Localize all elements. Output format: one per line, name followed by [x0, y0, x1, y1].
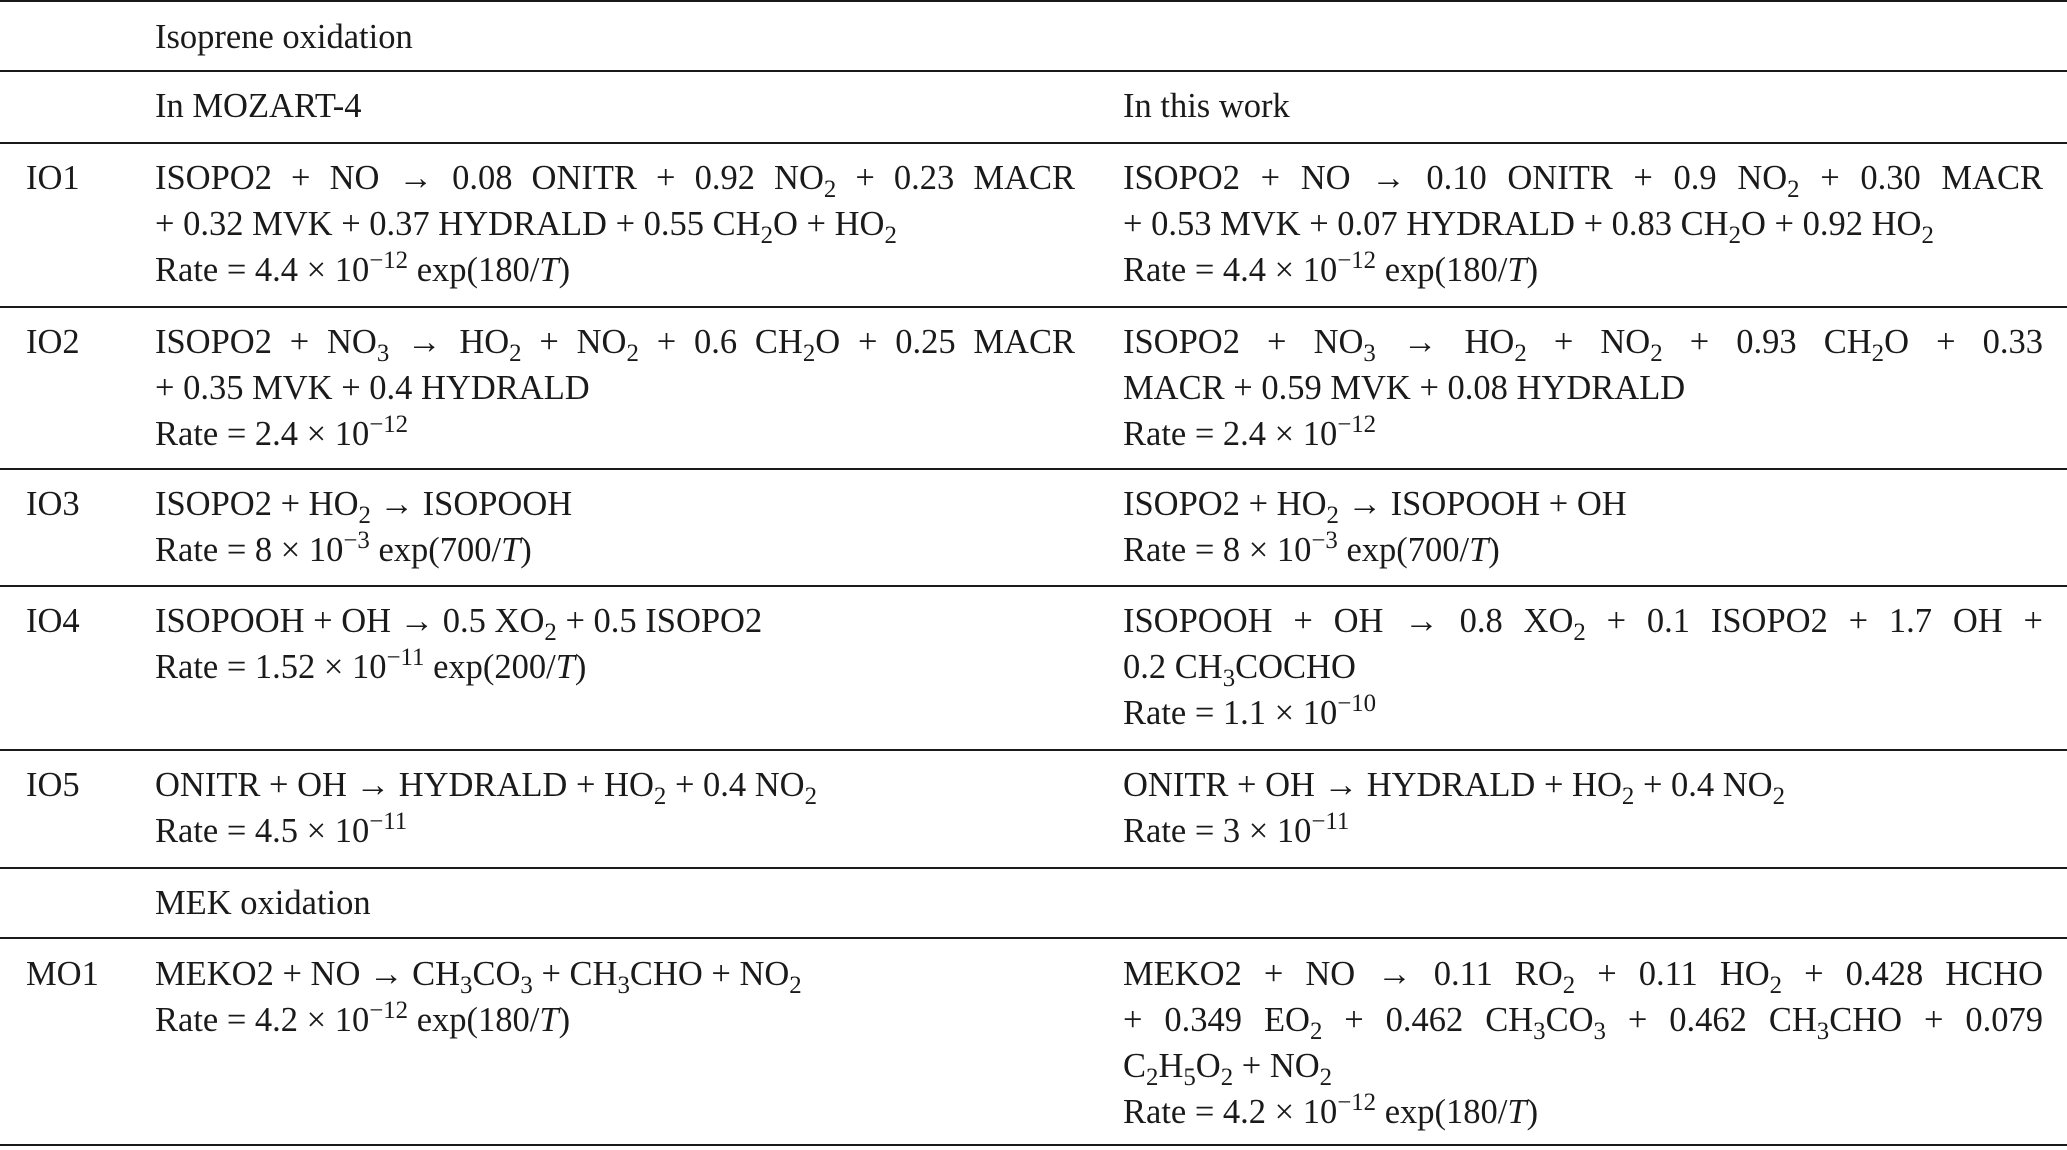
reaction-line: MEKO2 + NO → $CH_3CO_3 + CH_3CHO + NO_2$: [155, 955, 802, 999]
table-row: [0, 937, 2067, 1146]
this-work-reaction: [1123, 762, 2043, 854]
rate-line: Rate = $3 \times 10^{-11}$: [1123, 808, 1350, 850]
mozart-reaction: [155, 319, 1075, 457]
reaction-line: ONITR + OH → HYDRALD + $HO_2 + 0.4$ $NO_2$: [155, 766, 818, 810]
reaction-line: + 0.32 MVK + 0.37 HYDRALD + 0.55 $CH_2O + HO_2$: [155, 205, 897, 249]
section-header-mek: [0, 867, 2067, 937]
this-work-reaction: [1123, 951, 2043, 1135]
this-work-reaction: [1123, 319, 2043, 457]
this-work-reaction: [1123, 481, 2043, 573]
reaction-line: + 0.35 MVK + 0.4 HYDRALD: [155, 369, 590, 407]
this-work-reaction: [1123, 155, 2043, 293]
mozart-reaction: [155, 598, 1075, 690]
reaction-id: IO4: [26, 602, 80, 640]
mozart-reaction: [155, 481, 1075, 573]
reaction-id: MO1: [26, 955, 99, 993]
section-title: Isoprene oxidation: [155, 18, 413, 56]
reaction-line: ISOPO2 + $NO_3 \to HO_2 + NO_2 + 0.6$ $CH_2O + 0.25$ MACR: [155, 323, 1075, 367]
reaction-line: MEKO2 + NO → 0.11 $RO_2 + 0.11$ $HO_2 + 0.428$ HCHO: [1123, 955, 2043, 999]
reaction-line: + 0.53 MVK + 0.07 HYDRALD + 0.83 $CH_2O + 0.92$ $HO_2$: [1123, 205, 1934, 249]
rate-line: Rate = $1.1 \times 10^{-10}$: [1123, 690, 1377, 732]
table-row: [0, 142, 2067, 306]
section-header-isoprene: [0, 0, 2067, 70]
reaction-line: + 0.349 $EO_2 + 0.462$ $CH_3CO_3 + 0.462$ $CH_3CHO + 0.079$: [1123, 1001, 2043, 1045]
reaction-line: $C_2H_5O_2 + NO_2$: [1123, 1047, 1333, 1091]
reaction-line: ISOPO2 + $HO_2$ → ISOPOOH: [155, 485, 573, 529]
table-row: [0, 585, 2067, 749]
reaction-id: IO2: [26, 323, 80, 361]
rate-line: Rate = $4.4 \times 10^{-12}$ exp(180/T): [155, 247, 571, 289]
column-header-row: [0, 70, 2067, 142]
rate-line: Rate = $4.2 \times 10^{-12}$ exp(180/T): [1123, 1089, 1539, 1131]
column-header-mozart: In MOZART-4: [155, 87, 362, 125]
table-row: [0, 306, 2067, 468]
section-title: MEK oxidation: [155, 884, 371, 922]
reaction-id: IO1: [26, 159, 80, 197]
rate-line: Rate = $8 \times 10^{-3}$ exp(700/T): [155, 527, 532, 569]
reaction-line: MACR + 0.59 MVK + 0.08 HYDRALD: [1123, 369, 1686, 407]
reaction-line: ISOPO2 + $HO_2$ → ISOPOOH + OH: [1123, 485, 1627, 529]
rate-line: Rate = $4.2 \times 10^{-12}$ exp(180/T): [155, 997, 571, 1039]
mozart-reaction: [155, 762, 1075, 854]
reaction-line: ISOPO2 + NO → 0.08 ONITR + 0.92 $NO_2 + 0.23$ MACR: [155, 159, 1076, 203]
table-row: [0, 468, 2067, 585]
reaction-line: ISOPO2 + NO → 0.10 ONITR + 0.9 $NO_2 + 0.30$ MACR: [1123, 159, 2044, 203]
rate-line: Rate = $4.5 \times 10^{-11}$: [155, 808, 408, 850]
rate-line: Rate = $4.4 \times 10^{-12}$ exp(180/T): [1123, 247, 1539, 289]
rate-line: Rate = $2.4 \times 10^{-12}$: [155, 411, 409, 453]
table-row: [0, 749, 2067, 867]
reaction-line: ISOPOOH + OH → 0.5 $XO_2 + 0.5$ ISOPO2: [155, 602, 763, 646]
rate-line: Rate = $1.52 \times 10^{-11}$ exp(200/T): [155, 644, 587, 686]
reaction-line: 0.2 $CH_3COCHO$: [1123, 648, 1356, 692]
reaction-line: ISOPOOH + OH → 0.8 $XO_2 + 0.1$ ISOPO2 + 1.7 OH +: [1123, 602, 2043, 646]
reaction-line: ISOPO2 + $NO_3 \to HO_2 + NO_2 + 0.93$ $CH_2O + 0.33$: [1123, 323, 2043, 367]
mozart-reaction: [155, 155, 1075, 293]
rate-line: Rate = $2.4 \times 10^{-12}$: [1123, 411, 1377, 453]
mozart-reaction: [155, 951, 1075, 1043]
reaction-id: IO3: [26, 485, 80, 523]
this-work-reaction: [1123, 598, 2043, 736]
reaction-line: ONITR + OH → HYDRALD + $HO_2 + 0.4$ $NO_2$: [1123, 766, 1786, 810]
rate-line: Rate = $8 \times 10^{-3}$ exp(700/T): [1123, 527, 1500, 569]
reaction-id: IO5: [26, 766, 80, 804]
column-header-this-work: In this work: [1123, 87, 1290, 125]
